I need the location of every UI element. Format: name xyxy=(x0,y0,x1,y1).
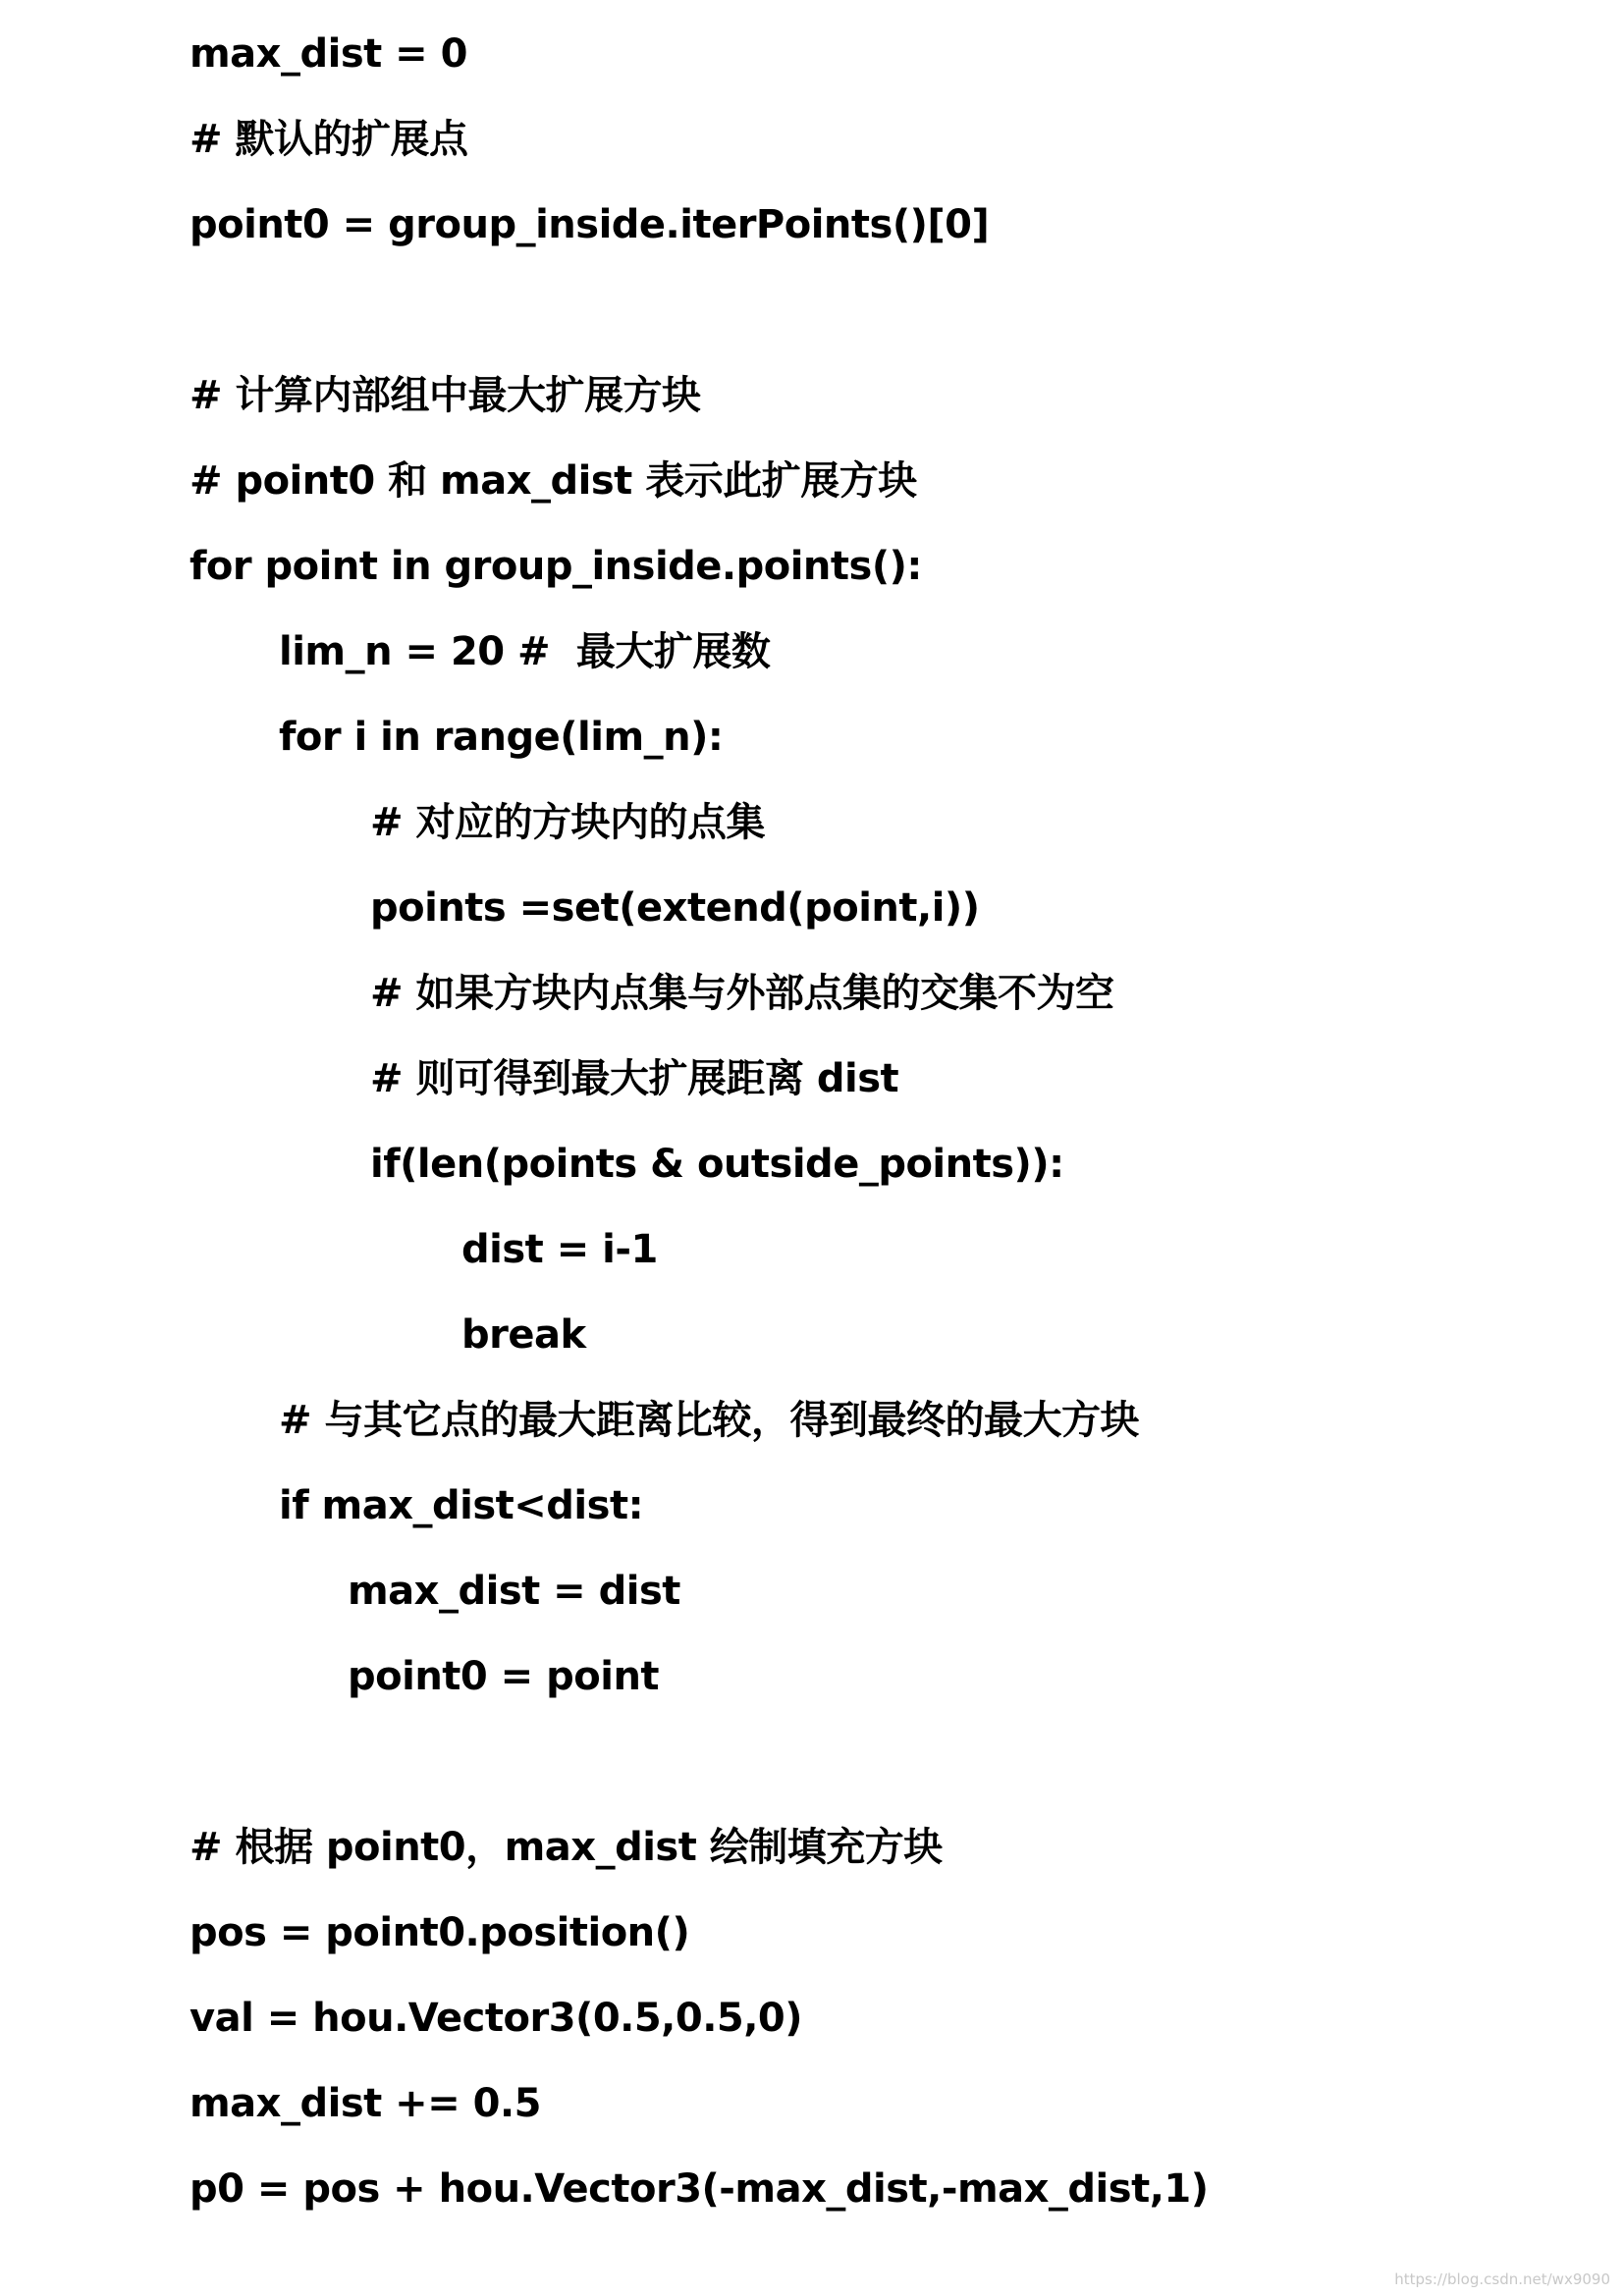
code-line: if max_dist<dist: xyxy=(279,1483,644,1528)
code-comment-line: # point0 和 max_dist 表示此扩展方块 xyxy=(189,458,917,504)
code-line: p0 = pos + hou.Vector3(-max_dist,-max_dist,1) xyxy=(189,2166,1209,2212)
code-line: max_dist = 0 xyxy=(189,31,467,77)
code-line: point0 = group_inside.iterPoints()[0] xyxy=(189,202,990,247)
code-line: point0 = point xyxy=(348,1654,660,1699)
code-comment-line: # 则可得到最大扩展距离 dist xyxy=(370,1056,899,1101)
code-comment-line: # 如果方块内点集与外部点集的交集不为空 xyxy=(370,971,1114,1016)
code-comment-line: # 计算内部组中最大扩展方块 xyxy=(189,373,701,418)
code-line: dist = i-1 xyxy=(461,1227,658,1272)
code-line: max_dist += 0.5 xyxy=(189,2081,541,2126)
code-line: for i in range(lim_n): xyxy=(279,715,724,760)
code-comment-line: # 默认的扩展点 xyxy=(189,117,468,162)
code-line: for point in group_inside.points(): xyxy=(189,544,922,589)
code-line: break xyxy=(461,1312,586,1358)
code-line: lim_n = 20 # 最大扩展数 xyxy=(279,629,771,674)
code-comment-line: # 与其它点的最大距离比较，得到最终的最大方块 xyxy=(279,1398,1139,1443)
code-line: pos = point0.position() xyxy=(189,1910,690,1955)
code-comment-line: # 对应的方块内的点集 xyxy=(370,800,765,845)
code-line: points =set(extend(point,i)) xyxy=(370,885,980,931)
watermark-text: https://blog.csdn.net/wx9090 xyxy=(1394,2270,1610,2288)
code-line: if(len(points & outside_points)): xyxy=(370,1142,1064,1187)
code-line: max_dist = dist xyxy=(348,1569,680,1614)
code-comment-line: # 根据 point0，max_dist 绘制填充方块 xyxy=(189,1825,943,1870)
code-line: val = hou.Vector3(0.5,0.5,0) xyxy=(189,1996,803,2041)
